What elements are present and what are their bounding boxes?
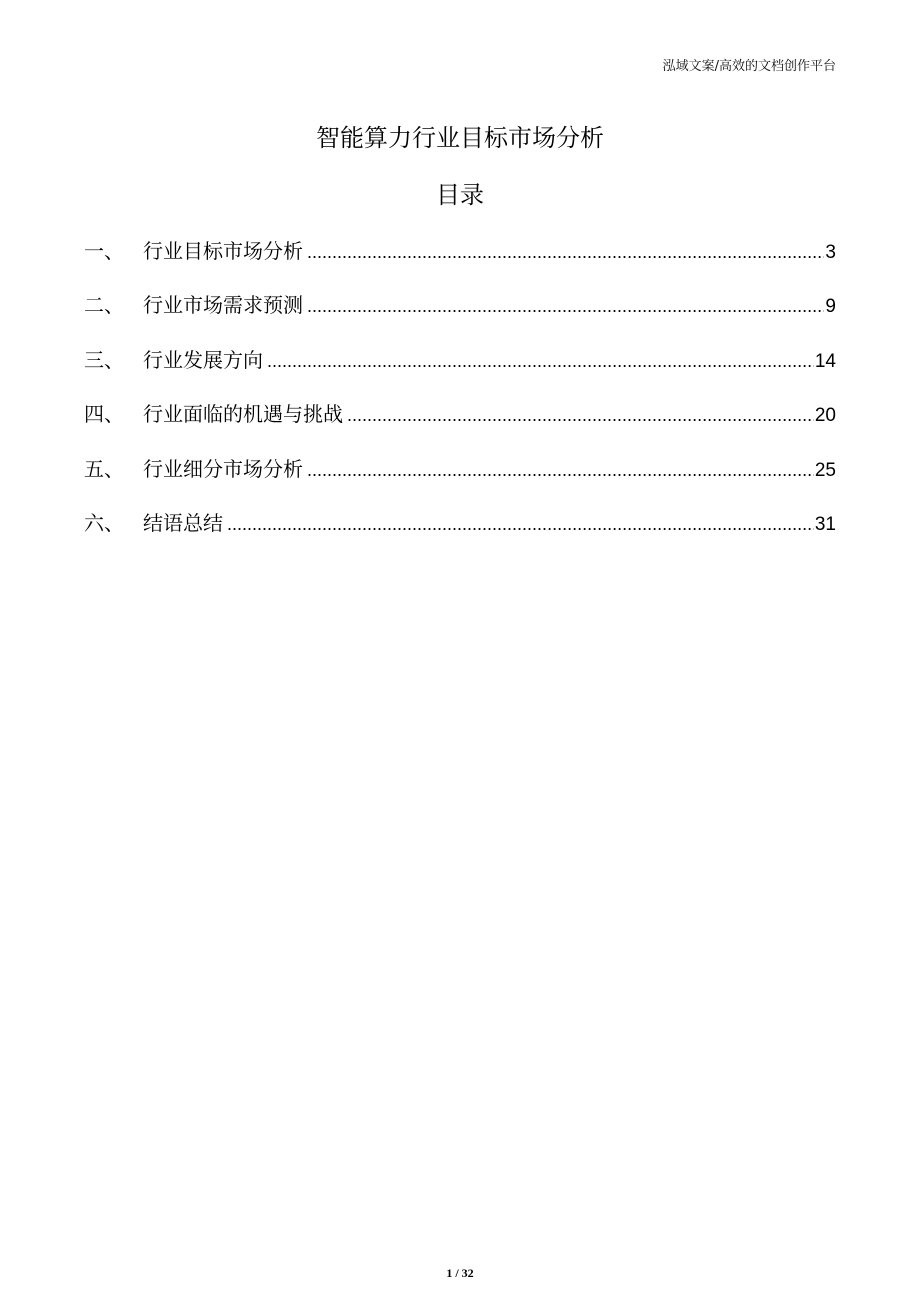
page-header: 泓域文案/高效的文档创作平台: [662, 59, 836, 74]
toc-dot-leader: [347, 398, 814, 432]
toc-entry-number: 一、: [84, 239, 124, 263]
toc-entry-3[interactable]: [84, 343, 836, 397]
toc-entry-number: 六、: [84, 510, 124, 535]
toc-entry-1[interactable]: [84, 234, 836, 288]
page-number-indicator: 1 / 32: [446, 1266, 474, 1280]
toc-entry-label[interactable]: 行业面临的机遇与挑战: [143, 402, 343, 427]
toc-dot-leader: [307, 235, 824, 269]
toc-entry-page[interactable]: 31: [814, 513, 836, 535]
toc-entry-label[interactable]: 行业发展方向: [143, 347, 263, 372]
document-title: 智能算力行业目标市场分析: [316, 124, 604, 152]
toc-entry-6[interactable]: [84, 506, 836, 560]
toc-entry-page[interactable]: 25: [814, 459, 836, 481]
toc-entry-number: 三、: [84, 347, 124, 372]
toc-entry-number: 二、: [84, 293, 124, 318]
toc-dot-leader: [227, 507, 814, 541]
toc-entry-5[interactable]: [84, 452, 836, 506]
toc-entry-page[interactable]: 14: [814, 350, 836, 372]
toc-entry-page[interactable]: 3: [825, 242, 836, 263]
toc-entry-label[interactable]: 行业市场需求预测: [143, 293, 303, 318]
toc-entry-label[interactable]: 行业目标市场分析: [143, 239, 303, 263]
toc-dot-leader: [307, 289, 824, 323]
toc-entry-page[interactable]: 20: [814, 405, 836, 427]
toc-dot-leader: [267, 344, 814, 378]
toc-entry-label[interactable]: 行业细分市场分析: [143, 456, 303, 481]
toc-entry-2[interactable]: [84, 288, 836, 342]
toc-dot-leader: [307, 453, 814, 487]
toc-heading: 目录: [436, 181, 484, 209]
toc-entry-number: 五、: [84, 456, 124, 481]
toc-entry-number: 四、: [84, 402, 124, 427]
toc-entry-4[interactable]: [84, 397, 836, 451]
table-of-contents: [84, 234, 836, 560]
toc-entry-label[interactable]: 结语总结: [143, 510, 223, 535]
toc-entry-page[interactable]: 9: [825, 296, 836, 318]
